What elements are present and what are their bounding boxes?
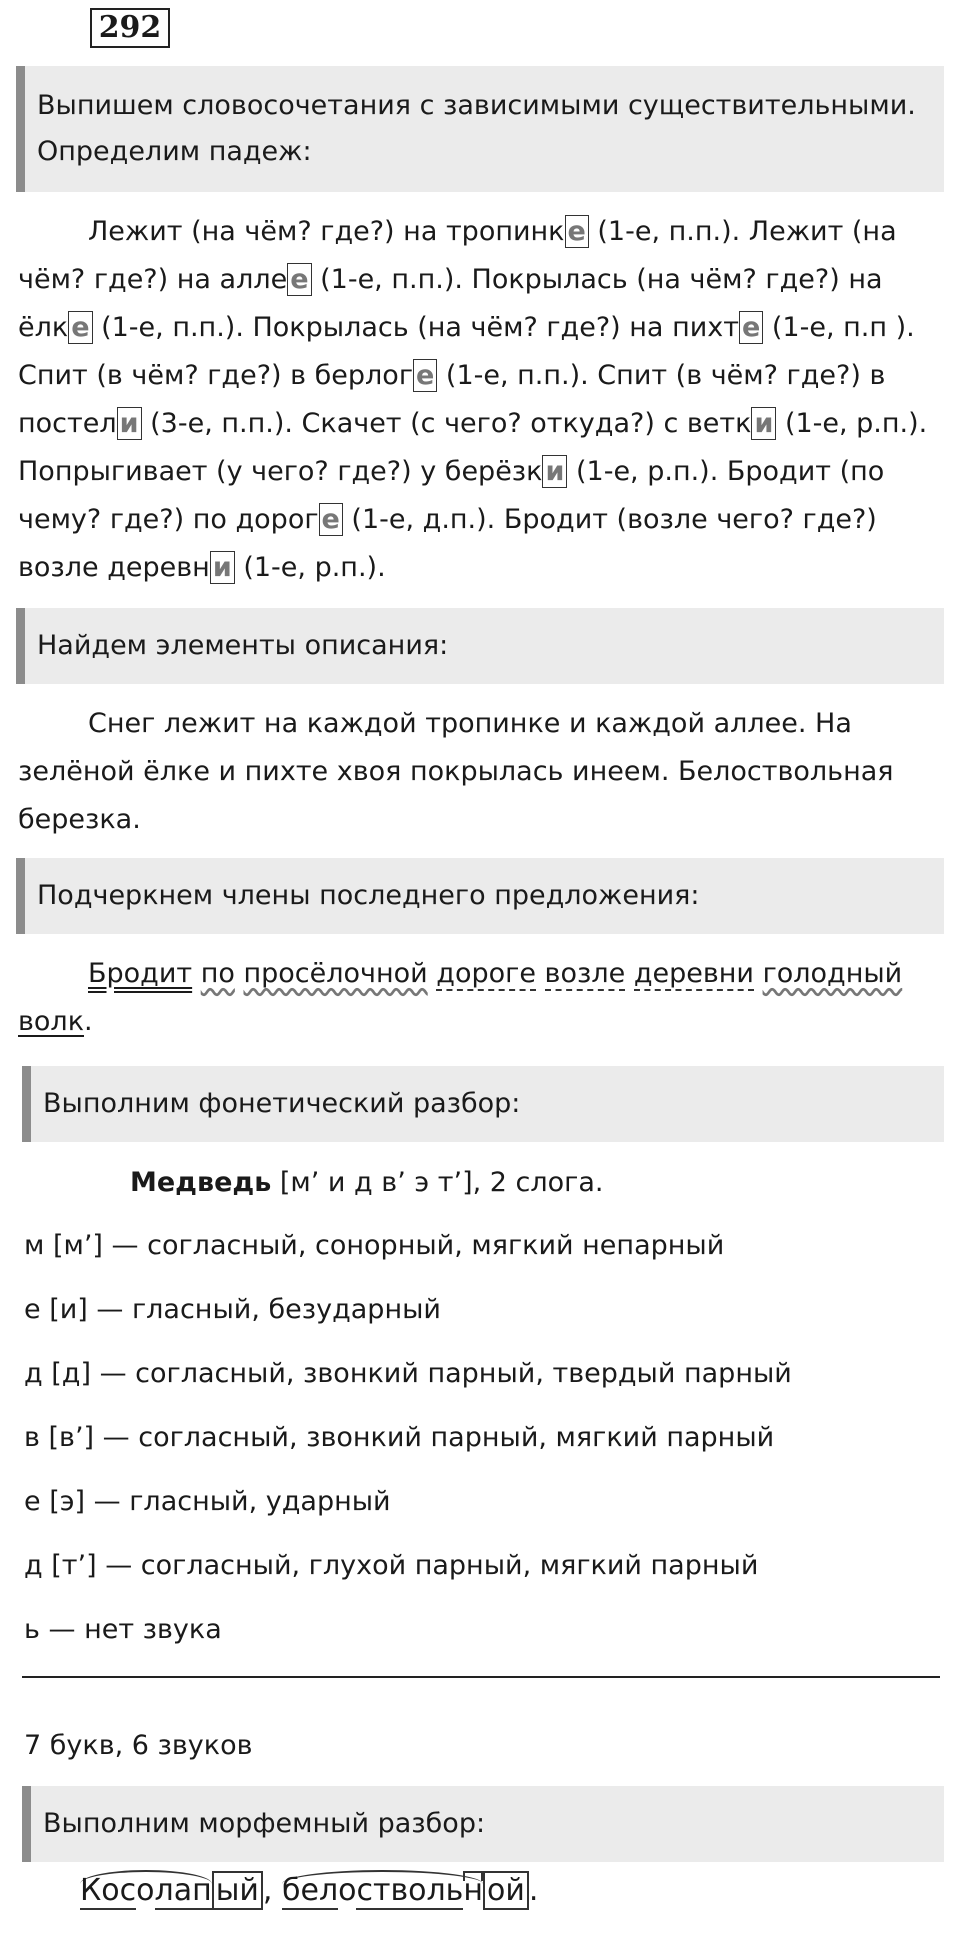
- root: стволь: [356, 1873, 464, 1908]
- phonetic-summary: 7 букв, 6 звуков: [24, 1730, 253, 1761]
- ending-box: и: [117, 407, 142, 440]
- collocation-text: (1-е, д.п.). Бродит (возле чего? где?) возле деревн: [18, 504, 877, 583]
- ending-box: и: [542, 455, 567, 488]
- collocation-text: (1-е, п.п.). Спит (в чём? где?) в постел: [18, 360, 886, 439]
- ending-box: е: [565, 215, 589, 248]
- section-heading-text: Выпишем словосочетания с зависимыми существительными. Определим падеж:: [37, 90, 916, 167]
- ending-box: е: [319, 503, 343, 536]
- collocation-text: (1-е, р.п.). Попрыгивает (у чего? где?) у берёзк: [18, 408, 928, 487]
- collocations-paragraph: [18, 208, 953, 592]
- collocation-text: Лежит (на чём? где?) на тропинк: [88, 216, 565, 247]
- phonetic-line: ь — нет звука: [24, 1614, 222, 1645]
- collocation-text: (1-е, п.п.). Покрылась (на чём? где?) на ёлк: [18, 264, 883, 343]
- phonetic-line: д [т’] — согласный, глухой парный, мягкий парный: [24, 1550, 759, 1581]
- description-paragraph: [18, 700, 953, 844]
- period: .: [528, 1873, 539, 1908]
- phonetic-transcription: [м’ и д в’ э т’], 2 слога.: [271, 1167, 604, 1198]
- sentence-period: .: [84, 1006, 93, 1037]
- phonetic-line: д [д] — согласный, звонкий парный, твердый парный: [24, 1358, 792, 1389]
- section-heading-text: Выполним морфемный разбор:: [43, 1808, 486, 1839]
- collocation-text: (1-е, р.п.). Бродит (по чему? где?) по дорог: [18, 456, 885, 535]
- collocation-text: (3-е, п.п.). Скачет (с чего? откуда?) с ветк: [141, 408, 752, 439]
- ending-box: и: [751, 407, 776, 440]
- ending-box: е: [413, 359, 437, 392]
- ending-box: е: [68, 311, 92, 344]
- phonetic-line: е [и] — гласный, безударный: [24, 1294, 441, 1325]
- ending: ый: [212, 1871, 263, 1910]
- word-kosolapy-stem: [80, 1870, 212, 1908]
- ending-box: е: [287, 263, 311, 296]
- comma: ,: [262, 1873, 273, 1908]
- attribute-word: просёлочной: [243, 958, 428, 989]
- suffix: н: [463, 1873, 483, 1908]
- preposition-word: по: [200, 958, 235, 989]
- section-heading-phonetic: [22, 1066, 944, 1142]
- collocation-text: (1-е, п.п.). Покрылась (на чём? где?) на пихт: [92, 312, 739, 343]
- section-heading-collocations: [16, 66, 944, 192]
- section-heading-text: Найдем элементы описания:: [37, 630, 449, 661]
- connecting-vowel: о: [136, 1873, 155, 1908]
- phonetic-line: в [в’] — согласный, звонкий парный, мягкий парный: [24, 1422, 775, 1453]
- section-heading-description: [16, 608, 944, 684]
- description-text: Снег лежит на каждой тропинке и каждой аллее. На зелёной ёлке и пихте хвоя покрылась инеем. Белоствольная березка.: [18, 708, 894, 835]
- collocation-text: (1-е, п.п.). Лежит (на чём? где?) на алле: [18, 216, 897, 295]
- section-heading-sentence-members: [16, 858, 944, 934]
- ending-box: и: [210, 551, 235, 584]
- connecting-vowel: о: [338, 1873, 357, 1908]
- phonetic-word-line: [130, 1163, 603, 1203]
- collocation-text: (1-е, р.п.).: [234, 552, 386, 583]
- collocation-text: (1-е, п.п ). Спит (в чём? где?) в берлог: [18, 312, 915, 391]
- section-heading-text: Подчеркнем члены последнего предложения:: [37, 880, 700, 911]
- subject-word: волк: [18, 1006, 84, 1037]
- root: лап: [154, 1873, 212, 1908]
- adverbial-word: дороге: [436, 958, 536, 989]
- root: бел: [281, 1873, 339, 1908]
- section-heading-text: Выполним фонетический разбор:: [43, 1088, 521, 1119]
- predicate-word: Бродит: [88, 958, 193, 989]
- ending: ой: [483, 1871, 529, 1910]
- divider: [22, 1676, 940, 1678]
- morphemic-analysis: [80, 1870, 538, 1911]
- ending-box: е: [739, 311, 763, 344]
- section-heading-morphemic: [22, 1786, 944, 1862]
- task-number: 292: [90, 8, 170, 48]
- phonetic-line: м [м’] — согласный, сонорный, мягкий непарный: [24, 1230, 725, 1261]
- root: Кос: [80, 1873, 137, 1908]
- word-belostvolnoy-stem: [282, 1870, 483, 1908]
- phonetic-line: е [э] — гласный, ударный: [24, 1486, 391, 1517]
- attribute-word: голодный: [762, 958, 903, 989]
- phonetic-word: Медведь: [130, 1167, 272, 1198]
- adverbial-word: деревни: [633, 958, 754, 989]
- adverbial-word: возле: [544, 958, 626, 989]
- parsed-sentence: [18, 950, 953, 1046]
